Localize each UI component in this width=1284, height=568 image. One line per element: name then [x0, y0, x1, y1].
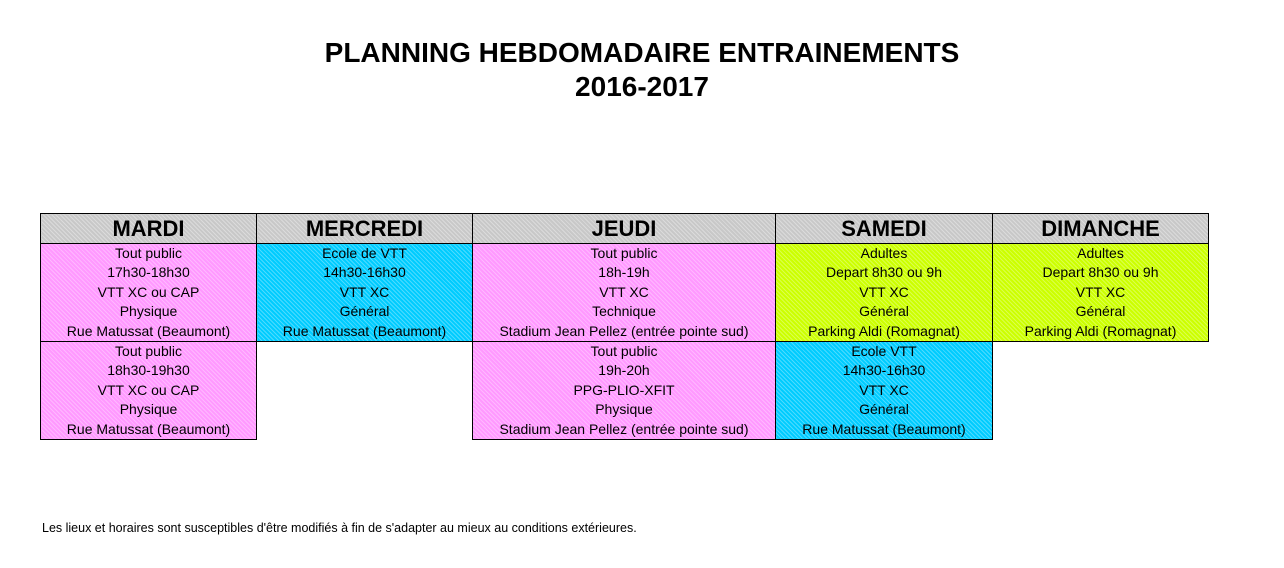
session-cell-dimanche: [993, 244, 1209, 342]
day-header-mercredi: MERCREDI: [257, 214, 473, 244]
footnote: Les lieux et horaires sont susceptibles d'être modifiés à fin de s'adapter au mieux au conditions extérieures.: [42, 521, 637, 535]
session-line: Adultes: [1077, 245, 1124, 261]
schedule-row: [41, 244, 1209, 342]
session-line: Parking Aldi (Romagnat): [1024, 322, 1177, 339]
session-cell-mardi: [41, 341, 257, 439]
session-line: 18h-19h: [598, 264, 650, 281]
session-line: VTT XC: [1075, 283, 1126, 300]
session-cell-jeudi: [473, 244, 776, 342]
session-line: Adultes: [860, 245, 908, 261]
day-header-samedi: SAMEDI: [776, 214, 993, 244]
empty-slot: [257, 341, 473, 439]
session-line: Rue Matussat (Beaumont): [66, 420, 231, 437]
header-row: [41, 214, 1209, 244]
session-line: Tout public: [590, 245, 658, 261]
session-line: 19h-20h: [598, 362, 650, 379]
session-cell-mardi: [41, 244, 257, 342]
session-line: 18h30-19h30: [107, 362, 190, 379]
session-line: Rue Matussat (Beaumont): [802, 420, 966, 437]
session-line: Parking Aldi (Romagnat): [808, 322, 960, 339]
session-line: Rue Matussat (Beaumont): [282, 322, 447, 339]
page-title: PLANNING HEBDOMADAIRE ENTRAINEMENTS: [324, 37, 960, 68]
session-line: VTT XC: [599, 283, 649, 300]
session-line: Physique: [595, 401, 653, 418]
empty-slot: [993, 341, 1209, 439]
season-year: 2016-2017: [575, 71, 709, 102]
session-line: Physique: [119, 303, 178, 320]
session-line: VTT XC: [859, 283, 909, 300]
session-line: Tout public: [115, 245, 182, 261]
session-line: VTT XC ou CAP: [97, 381, 200, 398]
schedule-table: [40, 213, 1209, 440]
session-line: Ecole de VTT: [322, 245, 407, 261]
session-line: Depart 8h30 ou 9h: [1042, 264, 1159, 281]
session-cell-jeudi: [473, 341, 776, 439]
session-line: Technique: [592, 303, 656, 320]
session-line: Stadium Jean Pellez (entrée pointe sud): [499, 420, 749, 437]
session-line: Général: [339, 303, 390, 320]
session-line: Général: [859, 401, 909, 418]
session-line: Général: [1075, 303, 1126, 320]
session-line: 14h30-16h30: [323, 264, 406, 281]
session-cell-samedi: [776, 341, 993, 439]
session-line: VTT XC ou CAP: [97, 283, 200, 300]
session-cell-mercredi: [257, 244, 473, 342]
session-line: VTT XC: [339, 283, 390, 300]
session-line: Tout public: [115, 342, 182, 359]
session-line: Rue Matussat (Beaumont): [66, 322, 231, 339]
day-header-mardi: MARDI: [41, 214, 257, 244]
session-line: Physique: [119, 401, 178, 418]
session-line: 17h30-18h30: [107, 264, 190, 281]
session-line: Ecole VTT: [851, 342, 917, 359]
schedule-row: [41, 341, 1209, 439]
session-line: Tout public: [590, 342, 658, 359]
session-line: VTT XC: [859, 381, 909, 398]
session-line: 14h30-16h30: [842, 362, 926, 379]
session-line: Depart 8h30 ou 9h: [826, 264, 942, 281]
session-line: Général: [859, 303, 909, 320]
day-header-jeudi: JEUDI: [473, 214, 776, 244]
session-line: Stadium Jean Pellez (entrée pointe sud): [499, 322, 749, 339]
session-cell-samedi: [776, 244, 993, 342]
day-header-dimanche: DIMANCHE: [993, 214, 1209, 244]
session-line: PPG-PLIO-XFIT: [573, 381, 675, 398]
